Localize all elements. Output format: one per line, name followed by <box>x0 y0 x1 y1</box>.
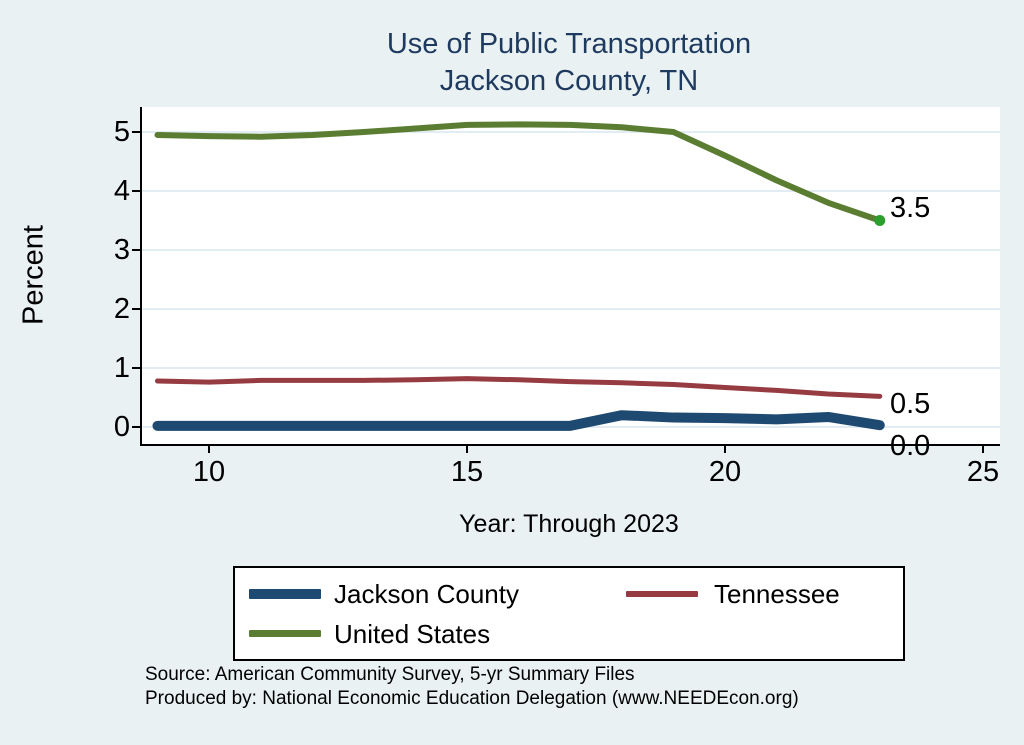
legend-swatch-tennessee <box>626 591 698 597</box>
y-tick-label: 5 <box>113 116 130 148</box>
x-tick-mark <box>982 444 984 453</box>
x-tick-label: 25 <box>966 456 1000 488</box>
y-tick-label: 3 <box>113 234 130 266</box>
x-tick-label: 15 <box>450 456 484 488</box>
end-marker-dot <box>874 215 885 226</box>
line-chart <box>142 107 1000 444</box>
legend-label-tennessee: Tennessee <box>714 579 840 609</box>
y-tick-label: 0 <box>113 411 130 443</box>
x-tick-label: 20 <box>708 456 742 488</box>
legend <box>233 566 905 661</box>
y-axis-title: Percent <box>17 225 50 326</box>
y-tick-mark <box>132 367 140 369</box>
plot-area <box>113 107 1000 488</box>
series-line-tennessee <box>157 379 879 397</box>
series-line-united-states <box>157 124 879 220</box>
end-value-label-united-states: 3.5 <box>890 192 931 224</box>
legend-label-jackson-county: Jackson County <box>334 579 519 609</box>
y-tick-mark <box>132 190 140 192</box>
chart-title <box>140 26 998 100</box>
y-tick-label: 1 <box>113 352 130 384</box>
end-value-label-tennessee: 0.5 <box>890 388 931 420</box>
y-tick-label: 4 <box>113 175 130 207</box>
legend-label-united-states: United States <box>334 619 491 649</box>
produced-by-note: Produced by: National Economic Education Delegation (www.NEEDEcon.org) <box>145 688 799 709</box>
x-tick-mark <box>466 444 468 453</box>
end-value-label-jackson-county: 0.0 <box>890 430 931 462</box>
y-tick-mark <box>132 131 140 133</box>
y-tick-mark <box>132 249 140 251</box>
x-axis-title: Year: Through 2023 <box>459 510 679 538</box>
legend-swatch-united-states <box>249 630 321 637</box>
series-line-jackson-county <box>157 415 879 426</box>
y-tick-mark <box>132 308 140 310</box>
chart-title-line2: Jackson County, TN <box>439 65 699 97</box>
y-tick-mark <box>132 426 140 428</box>
chart-title-line1: Use of Public Transportation <box>386 28 752 60</box>
source-note: Source: American Community Survey, 5-yr Summary Files <box>145 664 635 685</box>
footer-notes <box>145 663 1005 711</box>
y-tick-label: 2 <box>113 293 130 325</box>
x-tick-mark <box>724 444 726 453</box>
x-tick-label: 10 <box>192 456 226 488</box>
legend-swatch-jackson-county <box>249 589 321 599</box>
x-tick-mark <box>208 444 210 453</box>
